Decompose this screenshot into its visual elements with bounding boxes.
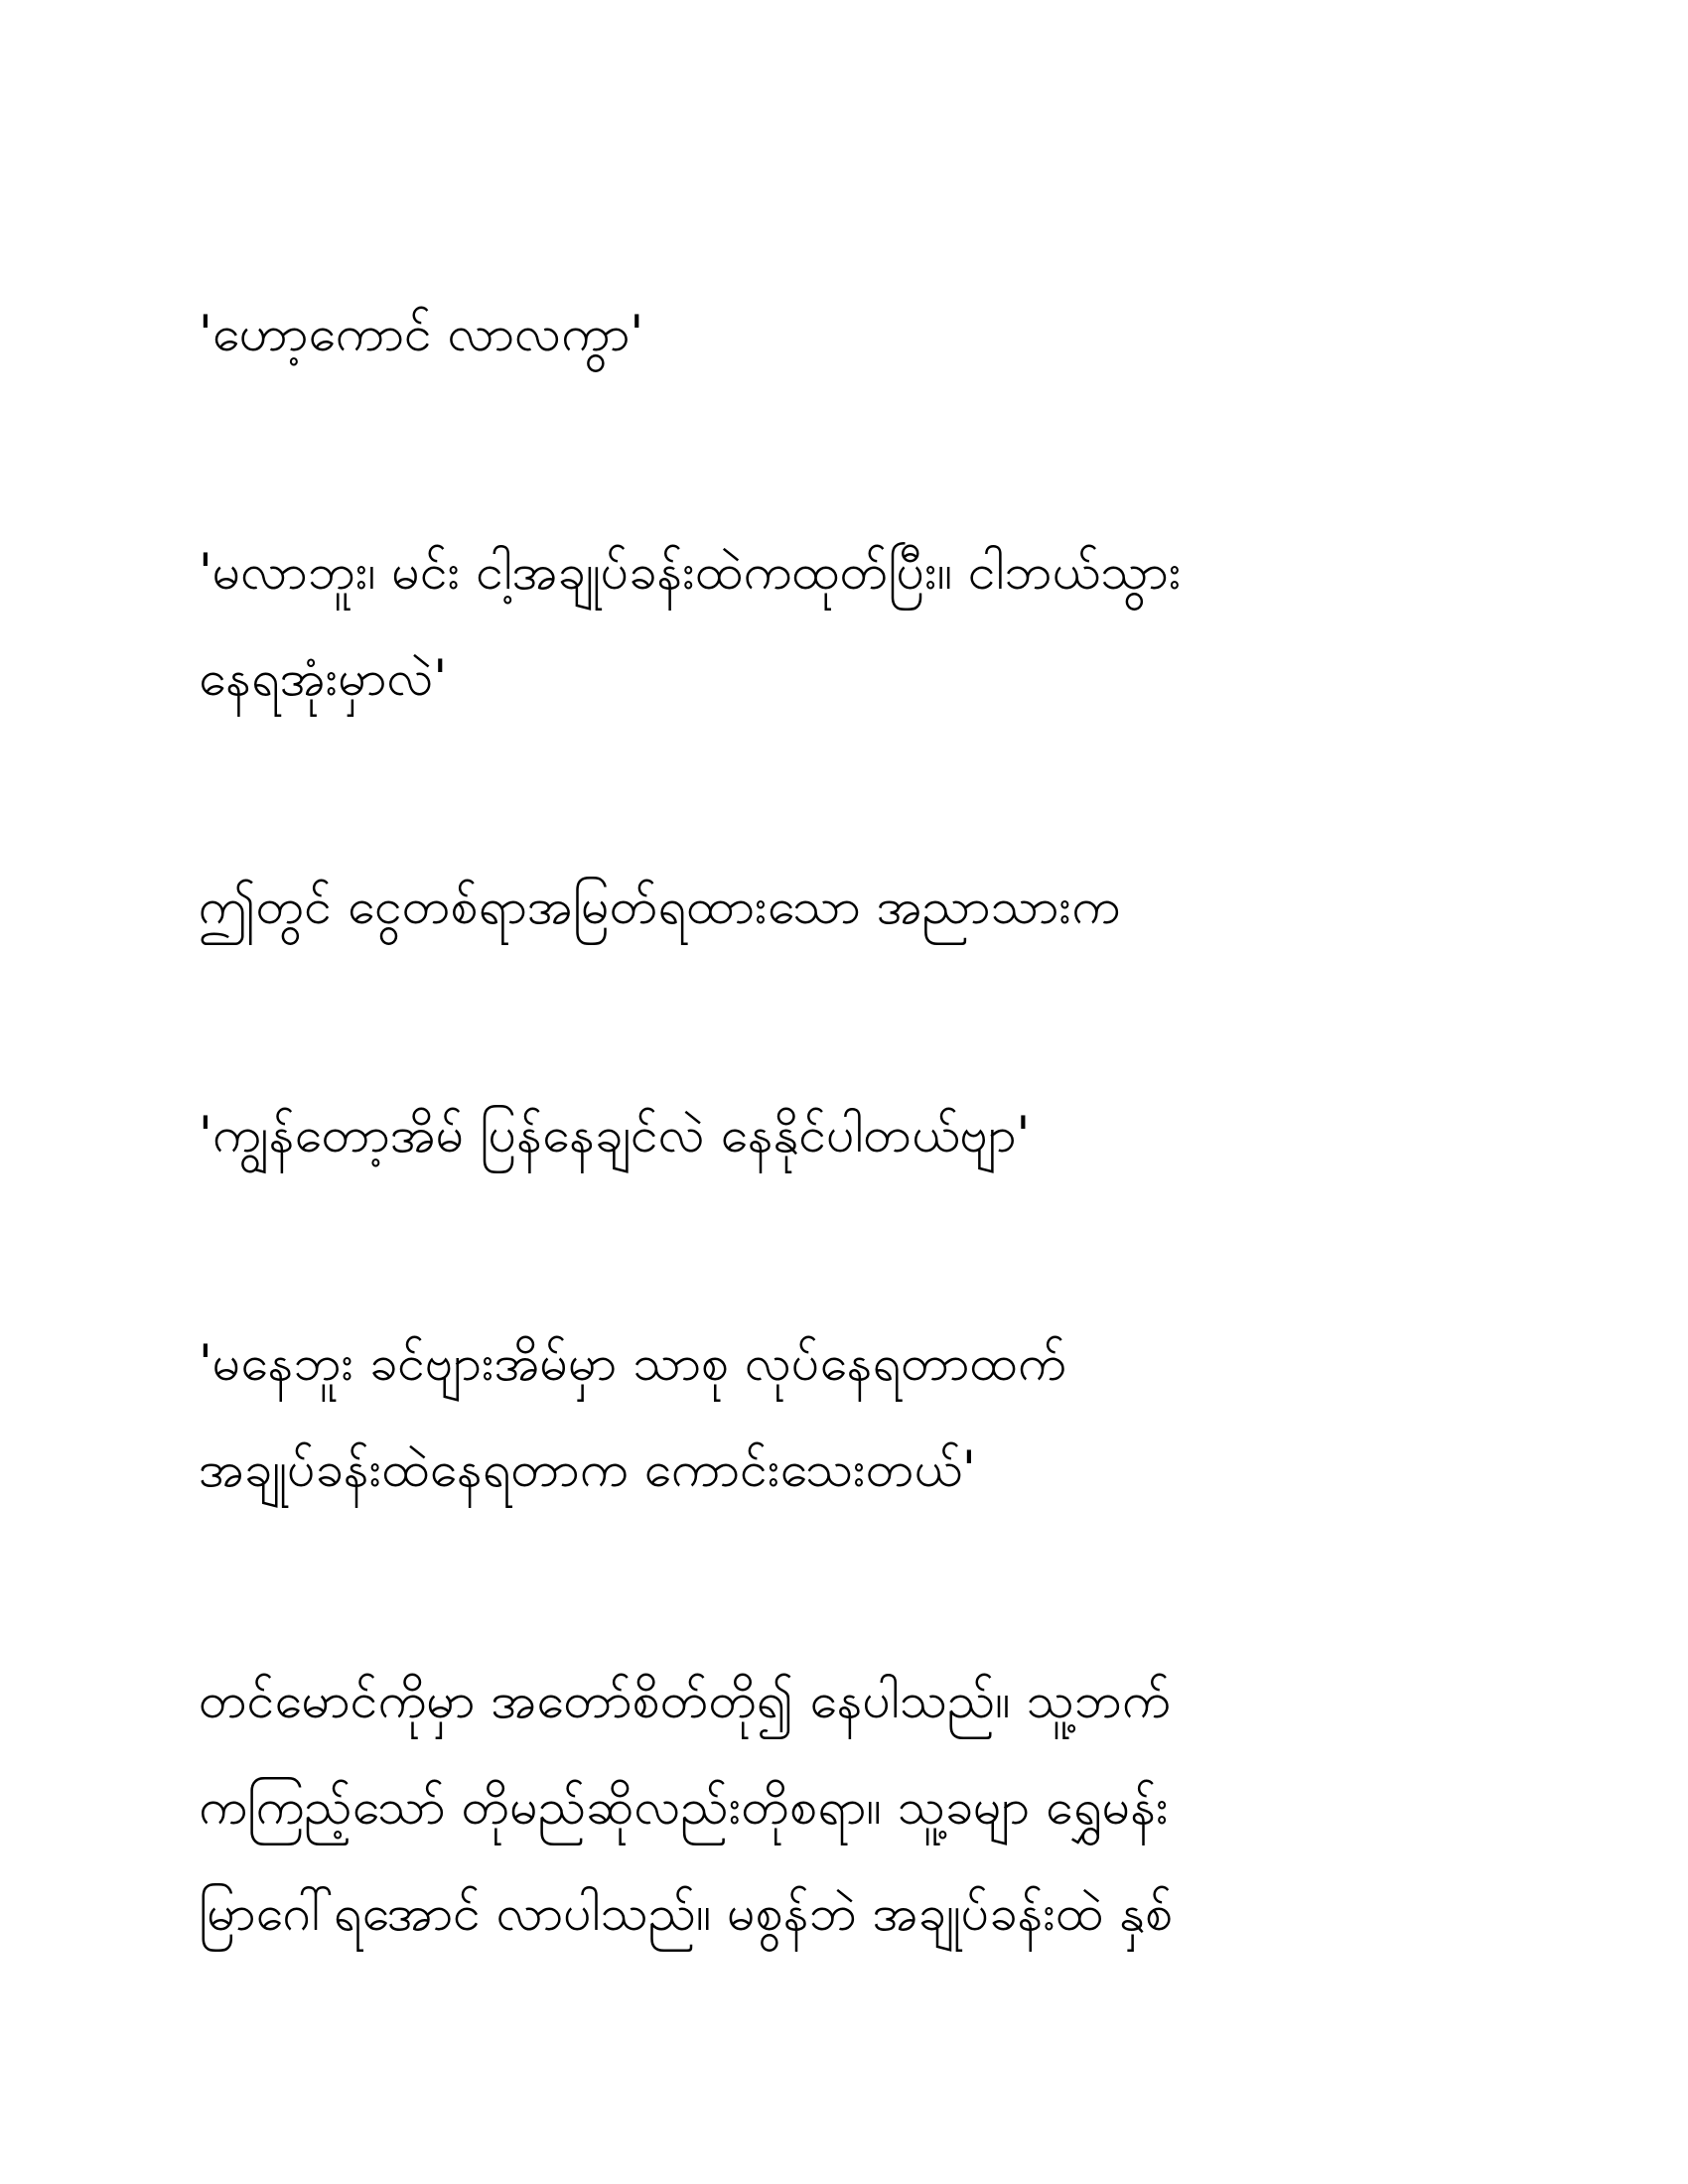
paragraph-dialogue-4 [199,1310,1489,1523]
text-line: နေရအုံးမှာလဲ' [199,649,448,707]
text-line: မြာဂေါ်ရအောင် လာပါသည်။ မစွန်ဘဲ အချုပ်ခန်းထဲ နှစ် [199,1884,1174,1942]
text-line: 'မနေဘူး ခင်ဗျားအိမ်မှာ သာစု လုပ်နေရတာထက် [199,1334,1066,1392]
text-line: တင်မောင်ကိုမှာ အတော်စိတ်တို၍ နေပါသည်။ သူ့ဘက် [199,1672,1171,1729]
text-line: အချုပ်ခန်းထဲနေရတာက ကောင်းသေးတယ်' [199,1440,976,1498]
text-line: 'ဟော့ကောင် လာလကွာ' [199,305,644,362]
text-line: ဤတွင် ငွေတစ်ရာအမြတ်ရထားသော အညာသားက [199,878,1121,935]
text-line: ကကြည့်သော် တိုမည်ဆိုလည်းတိုစရာ။ သူ့ခမျာ ရွှေမန်း [199,1778,1169,1836]
text-line: 'မလာဘူး၊ မင်း ငါ့အချုပ်ခန်းထဲကထုတ်ပြီး။ ငါဘယ်သွား [199,543,1182,601]
paragraph-dialogue-1 [199,281,1489,387]
paragraph-dialogue-3 [199,1082,1489,1188]
paragraph-narration-2 [199,1648,1489,1967]
text-line: 'ကျွန်တော့အိမ် ပြန်နေချင်လဲ နေနိုင်ပါတယ်ဗျာ' [199,1106,1031,1163]
paragraph-narration-1 [199,854,1489,960]
paragraph-dialogue-2 [199,519,1489,732]
